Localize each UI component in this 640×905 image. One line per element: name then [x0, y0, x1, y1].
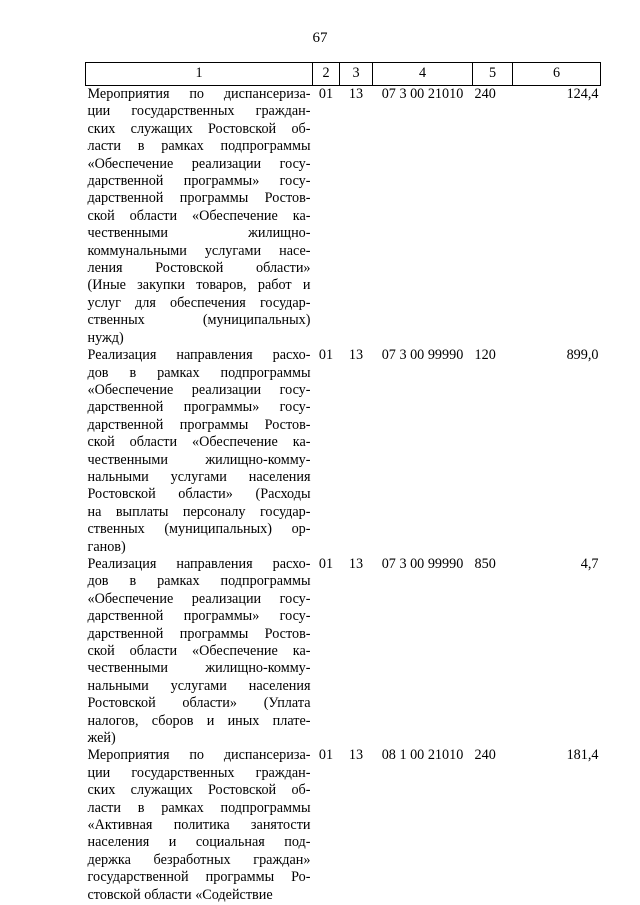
- row-target-article: 07 3 00 21010: [381, 86, 464, 102]
- description-line: Ростовской области» (Уплата: [87, 695, 311, 712]
- description-line: ции государственных граждан-: [87, 764, 311, 781]
- row-section-code: 01: [318, 555, 334, 572]
- description-line: государственной программы Ро-: [87, 869, 311, 886]
- row-subsection-code: 13: [348, 747, 364, 764]
- description-line: «Обеспечение реализации госу-: [87, 155, 311, 172]
- description-line: населения и социальная под-: [87, 834, 311, 851]
- header-col-2: 2: [313, 63, 340, 86]
- row-target-article: 07 3 00 99990: [381, 347, 464, 364]
- description-line: ской области «Обеспечение ка-: [87, 643, 311, 659]
- description-line: Реализация направления расхо-: [87, 555, 311, 572]
- row-amount: 4,7: [580, 555, 599, 572]
- row-subsection-code: 13: [348, 347, 364, 364]
- description-line: нальными услугами населения: [87, 468, 311, 485]
- description-line: Ростовской области» (Расходы: [87, 486, 311, 503]
- row-amount: 124,4: [566, 86, 599, 102]
- budget-table: [85, 62, 601, 904]
- row-description: [86, 556, 313, 747]
- row-subsection-code: 13: [348, 86, 364, 102]
- table-row: [86, 347, 601, 556]
- description-line: дарственной программы Ростов-: [87, 625, 311, 642]
- description-line: дарственной программы» госу-: [87, 173, 311, 190]
- row-expense-type: 850: [474, 555, 496, 572]
- row-expense-type: 240: [474, 86, 496, 102]
- description-line: чественными жилищно-: [87, 225, 311, 242]
- description-line: налогов, сборов и иных плате-: [87, 712, 311, 729]
- page-number: 67: [312, 30, 328, 46]
- description-line: ской области «Обеспечение ка-: [87, 434, 311, 451]
- row-description: [86, 86, 313, 348]
- description-line: дарственной программы» госу-: [87, 399, 311, 416]
- row-section-code: 01: [318, 347, 334, 364]
- description-line: нужд): [87, 329, 124, 346]
- description-line: ции государственных граждан-: [87, 103, 311, 120]
- description-line: ственных (муниципальных): [87, 312, 311, 329]
- description-line: «Обеспечение реализации госу-: [87, 590, 311, 607]
- row-subsection-code: 13: [348, 555, 364, 572]
- description-line: дарственной программы Ростов-: [87, 416, 311, 433]
- description-line: ласти в рамках подпрограммы: [87, 138, 311, 155]
- table-header-row: [86, 63, 601, 86]
- description-line: чественными жилищно-комму-: [87, 660, 311, 677]
- row-target-article: 08 1 00 21010: [381, 747, 464, 764]
- description-line: жей): [87, 730, 116, 747]
- row-amount: 899,0: [566, 347, 599, 364]
- description-line: стовской области «Содействие: [87, 886, 273, 903]
- row-description: [86, 747, 313, 904]
- description-line: «Обеспечение реализации госу-: [87, 381, 311, 398]
- row-target-article: 07 3 00 99990: [381, 555, 464, 572]
- row-description: [86, 347, 313, 556]
- description-line: держка безработных граждан»: [87, 851, 311, 868]
- table-row: [86, 747, 601, 904]
- header-col-5: 5: [473, 63, 513, 86]
- description-line: на выплаты персоналу государ-: [87, 503, 311, 520]
- row-expense-type: 120: [474, 347, 496, 364]
- description-line: ганов): [87, 538, 126, 555]
- description-line: нальными услугами населения: [87, 677, 311, 694]
- description-line: дов в рамках подпрограммы: [87, 573, 311, 590]
- description-line: дов в рамках подпрограммы: [87, 364, 311, 381]
- description-line: дарственной программы Ростов-: [87, 190, 311, 207]
- description-line: ления Ростовской области»: [87, 260, 311, 277]
- description-line: услуг для обеспечения государ-: [87, 294, 311, 311]
- description-line: «Активная политика занятости: [87, 817, 311, 834]
- description-line: чественными жилищно-комму-: [87, 451, 311, 468]
- header-col-1: 1: [86, 63, 313, 86]
- row-section-code: 01: [318, 747, 334, 764]
- description-line: дарственной программы» госу-: [87, 608, 311, 625]
- description-line: коммунальными услугами насе-: [87, 242, 311, 259]
- row-section-code: 01: [318, 86, 334, 102]
- description-line: ласти в рамках подпрограммы: [87, 799, 311, 816]
- description-line: Мероприятия по диспансериза-: [87, 747, 311, 764]
- description-line: Мероприятия по диспансериза-: [87, 86, 311, 102]
- table-row: [86, 556, 601, 747]
- description-line: ственных (муниципальных) ор-: [87, 521, 311, 538]
- row-expense-type: 240: [474, 747, 496, 764]
- description-line: ских служащих Ростовской об-: [87, 782, 311, 799]
- description-line: Реализация направления расхо-: [87, 347, 311, 364]
- header-col-6: 6: [513, 63, 601, 86]
- description-line: (Иные закупки товаров, работ и: [87, 277, 311, 294]
- table-row: [86, 86, 601, 348]
- row-amount: 181,4: [566, 747, 599, 764]
- description-line: ских служащих Ростовской об-: [87, 120, 311, 137]
- header-col-3: 3: [340, 63, 373, 86]
- header-col-4: 4: [373, 63, 473, 86]
- description-line: ской области «Обеспечение ка-: [87, 207, 311, 224]
